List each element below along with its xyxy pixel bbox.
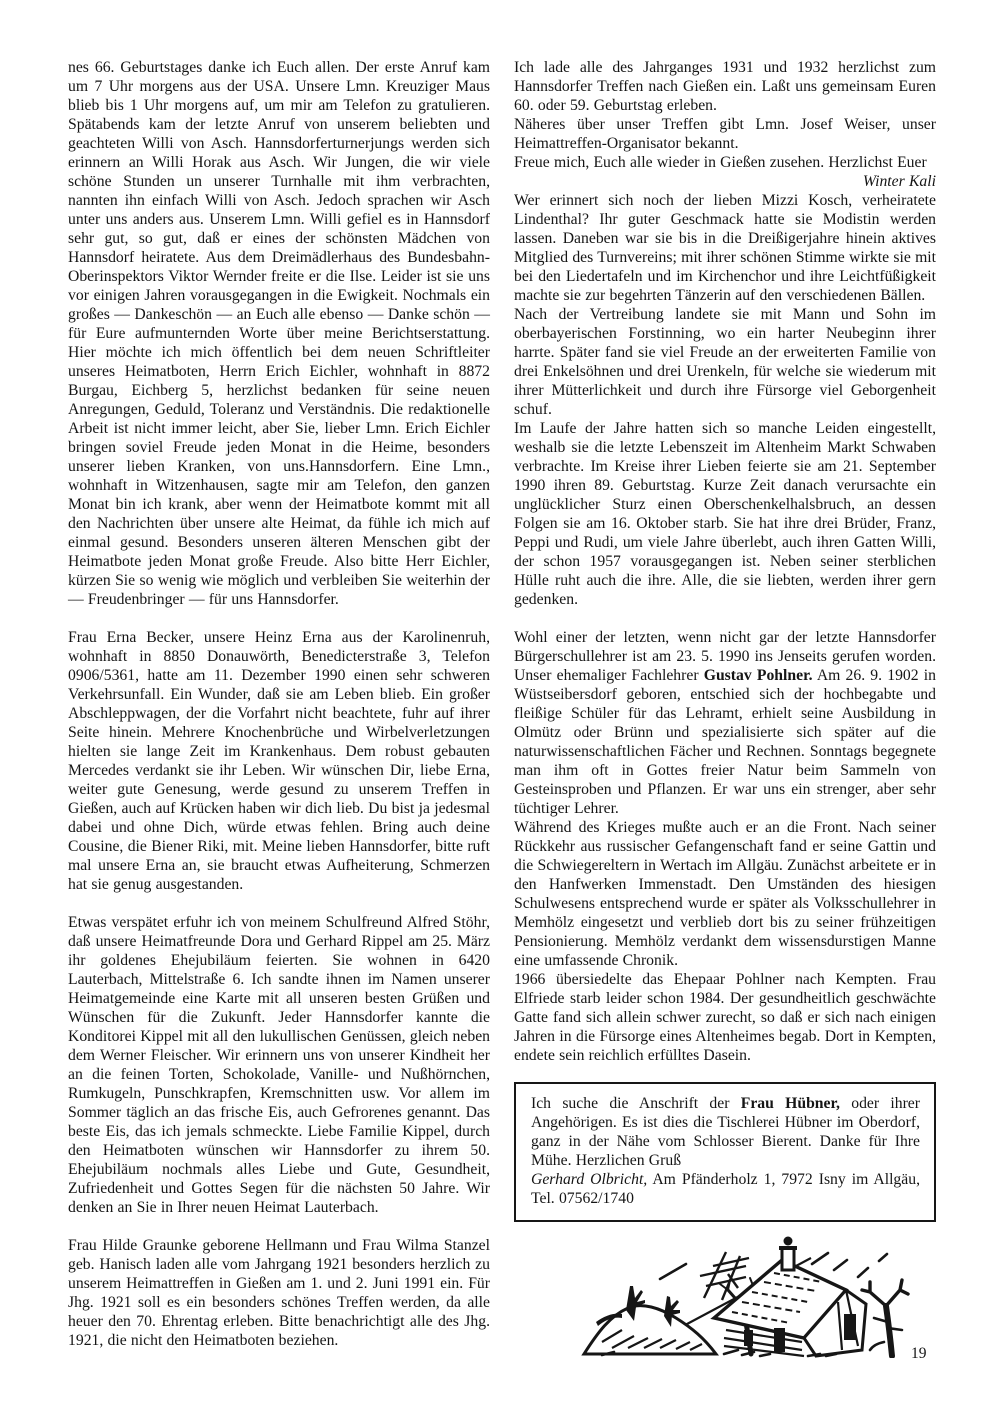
text-segment: Während des Krieges mußte auch er an die Front. Nach seiner Rückkehr aus russischer Gefangenschaft fand er seine Gattin und die Schwiegereltern in Wertach im Allgäu. Zunächst arbeitete er in den Hanfwerken Immenstadt. Den Umständen des hiesigen Schulwesens entsprechend wurde er später als Volksschullehrer in Memhölz eingesetzt und verblieb dort bis zu seiner frühzeitigen Pensionierung. Memhölz verdankt dem wissensdurstigen Manne eine umfassende Chronik. <box>514 819 936 969</box>
paragraph <box>514 970 936 1065</box>
text-columns <box>68 58 937 1363</box>
text-segment: Frau Hübner, <box>740 1095 840 1112</box>
text-block <box>514 58 936 190</box>
signature: Winter Kali <box>862 173 936 190</box>
text-segment: Im Laufe der Jahre hatten sich so manche Leiden eingestellt, weshalb sie die letzte Lebenszeit im Altenheim Markt Schwaben verbrachte. Im Kreise ihrer Lieben feierte sie am 21. September 1990 ihren 89. Geburtstag. Kurze Zeit danach verursachte ein unglücklicher Sturz einen Oberschenkelhalsbruch, an dessen Folgen sie am 16. Oktober starb. Sie hat ihre drei Brüder, Franz, Peppi und Rudi, um viele Jahre überlebt, auch ihren Gatten Willi, der schon 1957 vorausgegangen ist. Neben seiner sterblichen Hülle ruht auch die ihre. Alle, die sie liebten, werden ihrer gern gedenken. <box>514 420 936 608</box>
text-segment: 1966 übersiedelte das Ehepaar Pohlner nach Kempten. Frau Elfriede starb leider schon 1984. Der gesundheitlich geschwächte Gatte fand sich allein schwer zurecht, so daß er sich nach einigen Jahren in die Fürsorge eines Altenheimes begab. Dort in Kempten, endete sein reichlich erfülltes Dasein. <box>514 971 936 1064</box>
paragraph <box>531 1094 920 1170</box>
right-column <box>514 58 936 1363</box>
paragraph <box>514 115 936 153</box>
paragraph <box>68 628 490 894</box>
text-block <box>68 58 490 609</box>
paragraph <box>514 58 936 115</box>
text-block <box>514 628 936 1065</box>
door <box>774 1328 785 1352</box>
text-block <box>514 191 936 609</box>
right-column-text <box>514 58 936 1065</box>
paragraph <box>514 628 936 818</box>
text-segment: Freue mich, Euch alle wieder in Gießen zusehen. Herzlichst Euer <box>514 154 927 171</box>
text-segment: Wer erinnert sich noch der lieben Mizzi Kosch, verheiratete Lindenthal? Ihr guter Geschmack hatte sie Modistin werden lassen. Daneben war sie bis in die Dreißigerjahre hinein aktives Mitglied des Turnvereins; mit ihrer schönen Stimme wirkte sie mit bei den Liedertafeln und im Kirchenchor und ihre Leichtfüßigkeit machte sie zur begehrten Tänzerin auf den verschiedenen Bällen. <box>514 192 936 304</box>
house <box>714 1237 866 1357</box>
left-column <box>68 58 490 1363</box>
page-number: 19 <box>911 1345 927 1362</box>
text-segment: Wohl einer der letzten, wenn nicht gar der letzte Hannsdorfer Bürgerschullehrer ist am 23. 5. 1990 ins Jenseits gerufen worden. Unser ehemaliger Fachlehrer <box>514 629 936 684</box>
text-segment: Etwas verspätet erfuhr ich von meinem Schulfreund Alfred Stöhr, daß unsere Heimatfreunde Dora und Gerhard Rippel am 25. März ihr goldenes Ehejubiläum feierten. Sie wohnen in 6420 Lauterbach, Mittelstraße 6. Ich sandte ihnen im Namen unserer Heimatgemeinde eine Karte mit all unseren besten Grüßen und Wünschen für die Zukunft. Jeder Hannsdorfer kannte die Konditorei Kippel mit all den lukullischen Genüssen, gleich neben dem Werner Fleischer. Wir erinnern uns von unserer Kindheit her an die feinen Torten, Schokolade, Vanille- und Nußhörnchen, Rumkugeln, Punschkrapfen, Kremschnitten usw. Vor allem im Sommer täglich an das frische Eis, auch Gefrorenes genannt. Das beste Eis, das ich jemals schmeckte. Liebe Familie Kippel, durch den Heimatboten wünschen wir Hannsdorfer zu ihrem 50. Ehejubiläum nochmals alles Liebe und Gute, Gesundheit, Zufriedenheit und Gottes Segen für die nächsten 50 Jahre. Wir denken an Sie in Ihrer neuen Heimat Lauterbach. <box>68 914 490 1216</box>
text-block <box>68 1236 490 1350</box>
text-segment: Näheres über unser Treffen gibt Lmn. Josef Weiser, unser Heimattreffen-Organisator bekannt. <box>514 116 936 152</box>
paragraph <box>514 305 936 419</box>
text-block <box>531 1094 920 1208</box>
text-segment: Am Pfänderholz 1, 7972 Isny im Allgäu, Tel. 07562/1740 <box>531 1171 920 1207</box>
paragraph <box>68 1236 490 1350</box>
text-segment: Nach der Vertreibung landete sie mit Mann und Sohn im oberbayerischen Forstinning, wo ein harter Neubeginn ihrer harrte. Später fand sie viel Freude an der erweiterten Familie von drei Enkelsöhnen und drei Urenkeln, für welche sie wiederum mit ihrer Mütterlichkeit und durch ihre Fürsorge viel Geborgenheit schuf. <box>514 306 936 418</box>
right-tree <box>862 1280 908 1356</box>
paragraph <box>531 1170 920 1208</box>
text-segment: Frau Erna Becker, unsere Heinz Erna aus der Karolinenruh, wohnhaft in 8850 Donauwörth, Benedicterstraße 3, Telefon 0906/5361, hatte am 11. Dezember 1990 einen sehr schweren Verkehrsunfall. Ein Wunder, daß sie am Leben blieb. Ein großer Abschleppwagen, der die Vorfahrt nicht beachtete, fuhr auf ihrer Seite hinein. Mehrere Knochenbrüche und Wirbelverletzungen hielten sie lange Zeit im Krankenhaus. Dem robust gebauten Mercedes verdankt sie ihr Leben. Wir wünschen Dir, liebe Erna, weiter gute Genesung, werde gesund zu unserem Treffen in Gießen, auch auf Krücken haben wir dich lieb. Du bist ja jedesmal dabei und ohne Dich, würde etwas fehlen. Bring auch deine Cousine, die Biener Riki, mit. Meine lieben Hannsdorfer, bitte ruft mal unsere Erna an, sie braucht etwas Aufheiterung, Schmerzen hat sie genug ausgestanden. <box>68 629 490 893</box>
notice-box <box>514 1082 936 1222</box>
window <box>744 1330 753 1346</box>
text-block <box>68 628 490 894</box>
text-segment: Gerhard Olbricht, <box>531 1171 648 1188</box>
text-segment: oder ihrer Angehörigen. Es ist dies die Tischlerei Hübner im Oberdorf, ganz in der Nähe vom Schlosser Bierent. Danke für Ihre Mühe. Herzlichen Gruß <box>531 1095 920 1169</box>
text-segment: Ich suche die Anschrift der <box>531 1095 741 1112</box>
text-segment: nes 66. Geburtstages danke ich Euch allen. Der erste Anruf kam um 7 Uhr morgens aus der USA. Unsere Lmn. Kreuziger Maus blieb bis 1 Uhr morgens auf, um mir am Telefon zu gratulieren. Spätabends kam der letzte Anruf von unserem beliebten und geachteten Willi von Asch. Hannsdorferturnerjungs werden sich erinnern an Willi Horak aus Asch. Wir Jungen, die wir viele schöne Stunden un unserer Turnhalle mit ihm verbrachten, nannten ihn einfach Willi von Asch. Jedoch sprachen wir Asch unter uns anders aus. Unserem Lmn. Willi gefiel es in Hannsdorf sehr gut, so gut, daß er eines der schönsten Mädchen von Hannsdorf heiratete. Aus dem Dreimädlerhaus des Bundesbahn-Oberinspektors Viktor Wernder freite er die Ilse. Leider ist sie uns vor einigen Jahren vorausgegangen in die Ewigkeit. Nochmals ein großes — Dankeschön — an Euch alle ebenso — Danke schön — für Eure aufmunternden Worte über meine Berichtserstattung. Hier möchte ich mich öffentlich bei dem neuen Schriftleiter unseres Heimatboten, Herrn Erich Eichler, wohnhaft in 8872 Burgau, Eichberg 5, herzlichst bedanken für seine neuen Anregungen, Geduld, Toleranz und Verständnis. Die redaktionelle Arbeit ist nicht immer leicht, aber Sie, lieber Lmn. Erich Eichler bringen soviel Freude jeden Monat in die Heime, besonders unserer lieben Kranken, von uns.Hannsdorfern. Eine Lmn., wohnhaft in Witzenhausen, sagte mir am Telefon, den ganzen Monat bin ich krank, aber wenn der Heimatbote kommt mit all den Nachrichten über unsere alte Heimat, da fühle ich mich auf einmal gesund. Besonders unseren älteren Menschen gibt der Heimatbote jeden Monat große Freude. Also bitte Herr Eichler, kürzen Sie so wenig wie möglich und verbleiben Sie weiterhin der — Freudenbringer — für uns Hannsdorfer. <box>68 59 490 608</box>
chimney <box>779 1237 797 1271</box>
paragraph <box>514 419 936 609</box>
paragraph <box>514 818 936 970</box>
text-block <box>68 913 490 1217</box>
text-segment: Frau Hilde Graunke geborene Hellmann und Frau Wilma Stanzel geb. Hanisch laden alle vom Jahrgang 1921 besonders herzlich zu unserem Heimattreffen in Gießen am 1. und 2. Juni 1991 ein. Für Jhg. 1921 soll es ein besonders schönes Treffen werden, da alle heuer den 70. Ehrentag erleben. Bitte benachrichtigt alle des Jhg. 1921, die nicht den Heimatboten beziehen. <box>68 1237 490 1349</box>
text-segment: Am 26. 9. 1902 in Wüstseibersdorf geboren, entschied sich der hochbegabte und fleißige Schüler für das Lehramt, erhielt seine Ausbildung in Olmütz oder Brünn und spezialisierte sich später auf die naturwissenschaftlichen Fächer und Rechnen. Sonntags begegnete man ihm oft in Gottes freier Natur beim Sammeln von Gesteinsproben und Pflanzen. Er war uns ein strenger, aber sehr tüchtiger Lehrer. <box>514 667 936 817</box>
text-segment: Ich lade alle des Jahrganges 1931 und 1932 herzlichst zum Hannsdorfer Treffen nach Gießen ein. Laßt uns gemeinsam Euren 60. oder 59. Geburtstag erleben. <box>514 59 936 114</box>
paragraph <box>514 191 936 305</box>
gable-window <box>844 1314 856 1340</box>
paragraph <box>514 153 936 190</box>
paragraph <box>68 58 490 609</box>
paragraph <box>68 913 490 1217</box>
text-segment: Gustav Pohlner. <box>703 667 813 684</box>
farmhouse-woodcut-illustration <box>576 1236 921 1363</box>
